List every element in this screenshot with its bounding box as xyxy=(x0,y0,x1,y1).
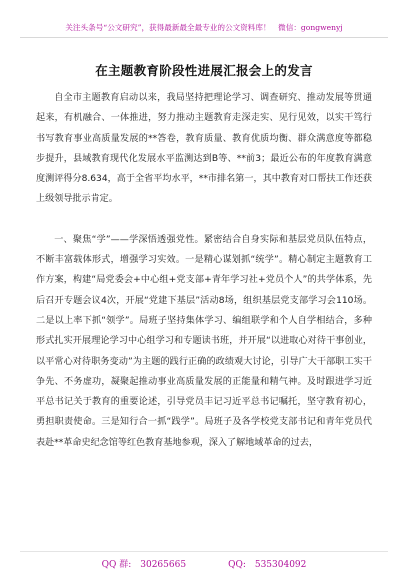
paragraph-section-one: 一、聚焦“学”——学深悟透强党性。紧密结合自身实际和基层党员队伍特点，不断丰富载体形式，增强学习实效。一是精心谋划抓“统学”。精心制定主题教育工作方案，构建“局党委会+中心组+党支部+青年学习社+党员个人”的共学体系，先后召开专题会议4次，开展“党建下基层”活动8场，组织基层党支部学习会110场。二是以上率下抓“领学”。局班子坚持集体学习、编组联学和个人自学相结合，多种形式扎实开展理论学习中心组学习和专题读书班，并开展“以进取心对待干事创业，以平常心对待职务变动”为主题的践行正确的政绩观大讨论，引导广大干部职工实干争先、不务虚功，凝聚起推动事业高质量发展的正能量和精气神。及时跟进学习近平总书记关于教育的重要论述，引导党员丰记习近平总书记嘱托，坚守教育初心，勇担职责使命。三是知行合一抓“践学”。局班子及各学校党支部书记和青年党员代表赴**革命史纪念馆等红色教育基地参观，深入了解地域革命的过去， xyxy=(36,234,372,448)
paragraph-intro: 自全市主题教育启动以来，我局坚持把理论学习、调查研究、推动发展等贯通起来，有机融合、一体推进，努力推动主题教育走深走实、见行见效，以实干笃行书写教育事业高质量发展的**答卷，教育质量、教育优质均衡、群众满意度等都稳步提升，县域教育现代化发展水平监测达到B等、**前3；最近公布的年度教育满意度测评得分8.634，高于全省平均水平，**市排名第一，其中教育对口帮扶工作还获上级领导批示肯定。 xyxy=(36,93,372,205)
page-header-banner: 关注头条号“公文研究”，获得最新最全最专业的公文资料库！ 微信：gongwenyj xyxy=(20,22,388,38)
document-title: 在主题教育阶段性进展汇报会上的发言 xyxy=(95,63,313,78)
footer-qq-group: QQ 群: 30265665 xyxy=(101,560,187,570)
footer-divider xyxy=(20,551,388,552)
document-body xyxy=(36,88,372,453)
page-footer xyxy=(0,557,408,570)
footer-qq: QQ: 535304092 xyxy=(228,560,307,570)
